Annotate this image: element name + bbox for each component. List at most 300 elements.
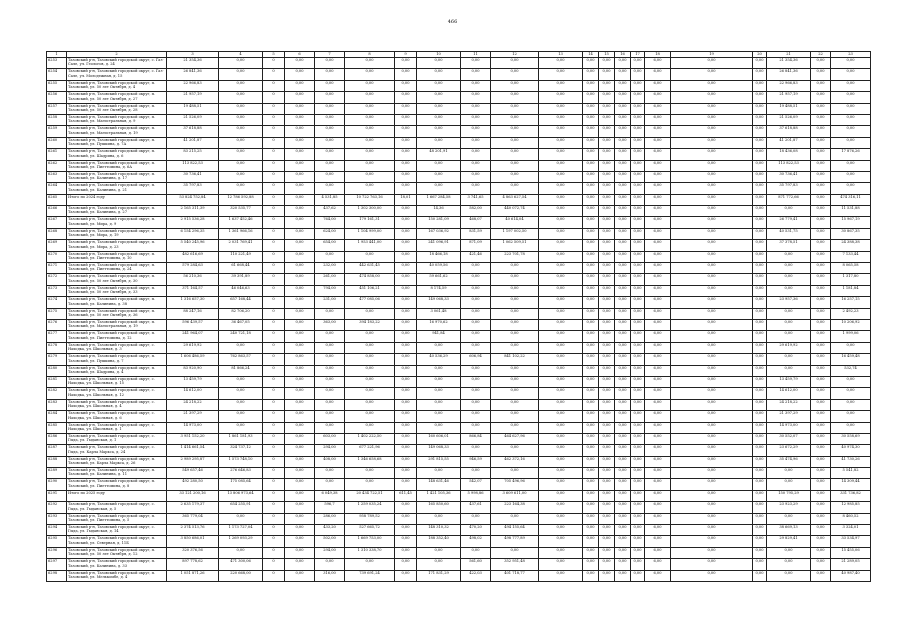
value-cell: 0,00 bbox=[219, 399, 263, 410]
value-cell: 0,00 bbox=[315, 149, 345, 160]
value-cell: 15 455,06 bbox=[831, 547, 871, 558]
value-cell: 4 531,85 bbox=[315, 194, 345, 205]
value-cell: 0,00 bbox=[615, 536, 631, 547]
value-cell: 6,00 bbox=[645, 92, 671, 103]
value-cell: 0,00 bbox=[285, 308, 315, 319]
row-number-cell: 6267 bbox=[47, 217, 67, 228]
table-row bbox=[47, 92, 871, 103]
row-number-cell: 6270 bbox=[47, 251, 67, 262]
value-cell: 0,00 bbox=[671, 445, 753, 456]
value-cell: 0,00 bbox=[615, 479, 631, 490]
value-cell: 0,00 bbox=[417, 388, 461, 399]
value-cell: 0,00 bbox=[753, 228, 767, 239]
table-row bbox=[47, 411, 871, 422]
value-cell: 0,00 bbox=[671, 365, 753, 376]
value-cell: 0 bbox=[263, 319, 285, 330]
address-cell: Тазовский р-н, Тазовский городской округ, п. Тазовский, ул. 50 лет Октября, д. 30 bbox=[67, 274, 167, 285]
value-cell: 110 221,49 bbox=[219, 251, 263, 262]
value-cell: 0 bbox=[263, 228, 285, 239]
row-number-cell: 6266 bbox=[47, 206, 67, 217]
value-cell: 6,00 bbox=[645, 114, 671, 125]
value-cell: 0,00 bbox=[461, 69, 491, 80]
value-cell: 0,00 bbox=[599, 217, 615, 228]
value-cell: 0,00 bbox=[767, 547, 811, 558]
value-cell: 0,00 bbox=[491, 80, 539, 91]
value-cell: 0,00 bbox=[583, 228, 599, 239]
value-cell: 21 354,36 bbox=[767, 58, 811, 69]
value-cell: 0,00 bbox=[831, 171, 871, 182]
value-cell: 470,20 bbox=[461, 525, 491, 536]
value-cell: 0,00 bbox=[599, 194, 615, 205]
value-cell: 0,00 bbox=[753, 319, 767, 330]
value-cell: 0,00 bbox=[631, 103, 645, 114]
value-cell: 0,00 bbox=[539, 388, 583, 399]
value-cell: 1 310 338,70 bbox=[345, 547, 395, 558]
value-cell: 40 974,30 bbox=[831, 445, 871, 456]
value-cell: 0,00 bbox=[811, 433, 831, 444]
value-cell: 561,60 bbox=[461, 559, 491, 570]
value-cell: 0,00 bbox=[345, 479, 395, 490]
value-cell: 40 531,75 bbox=[767, 228, 811, 239]
value-cell: 261,00 bbox=[315, 274, 345, 285]
row-number-cell: 6254 bbox=[47, 69, 67, 80]
value-cell: 1 197 002,50 bbox=[491, 228, 539, 239]
value-cell: 12 786 592,88 bbox=[219, 194, 263, 205]
value-cell: 0,00 bbox=[753, 240, 767, 251]
value-cell: 0,00 bbox=[631, 354, 645, 365]
value-cell: 0,00 bbox=[285, 479, 315, 490]
value-cell: 0,00 bbox=[615, 411, 631, 422]
address-cell: Тазовский р-н, Тазовский городской округ, п. Тазовский, ул. Мира, д. 9 bbox=[67, 217, 167, 228]
value-cell: 0,00 bbox=[285, 570, 315, 581]
value-cell: 19 488,51 bbox=[167, 103, 219, 114]
value-cell: 0,00 bbox=[345, 354, 395, 365]
value-cell: 0,00 bbox=[539, 308, 583, 319]
value-cell: 0 bbox=[263, 285, 285, 296]
value-cell: 0,00 bbox=[811, 445, 831, 456]
value-cell: 23 957,36 bbox=[767, 297, 811, 308]
value-cell: 0,00 bbox=[615, 194, 631, 205]
value-cell: 0,00 bbox=[831, 342, 871, 353]
value-cell: 0,00 bbox=[599, 331, 615, 342]
value-cell: 0,00 bbox=[599, 206, 615, 217]
value-cell: 0,00 bbox=[285, 183, 315, 194]
value-cell: 0,00 bbox=[583, 331, 599, 342]
value-cell: 0,00 bbox=[599, 536, 615, 547]
value-cell: 0 bbox=[263, 69, 285, 80]
value-cell: 0,00 bbox=[631, 365, 645, 376]
value-cell: 0,00 bbox=[491, 149, 539, 160]
column-header: 6 bbox=[285, 52, 315, 58]
value-cell: 0,00 bbox=[315, 399, 345, 410]
value-cell: 231,00 bbox=[315, 297, 345, 308]
address-cell: Тазовский р-н, Тазовский городской округ, с. Находка, ул. Школьная, д. 15 bbox=[67, 376, 167, 387]
value-cell: 0,00 bbox=[753, 274, 767, 285]
value-cell: 0,00 bbox=[417, 160, 461, 171]
value-cell: 0,00 bbox=[417, 399, 461, 410]
table-row bbox=[47, 468, 871, 479]
row-number-cell: 6275 bbox=[47, 308, 67, 319]
value-cell: 40 536,29 bbox=[417, 354, 461, 365]
value-cell: 0,00 bbox=[395, 240, 417, 251]
value-cell: 0 bbox=[263, 217, 285, 228]
value-cell: 0,00 bbox=[753, 525, 767, 536]
value-cell: 0,00 bbox=[491, 58, 539, 69]
value-cell: 0,00 bbox=[631, 422, 645, 433]
value-cell: 0,00 bbox=[417, 69, 461, 80]
value-cell: 0,00 bbox=[615, 445, 631, 456]
value-cell: 0,00 bbox=[395, 137, 417, 148]
row-number-cell: 6298 bbox=[47, 570, 67, 581]
value-cell: 0,00 bbox=[395, 547, 417, 558]
value-cell: 0,00 bbox=[753, 206, 767, 217]
address-cell: Тазовский р-н, Тазовский городской округ, п. Тазовский, ул. Калинина, д. 38 bbox=[67, 297, 167, 308]
value-cell: 0,00 bbox=[599, 490, 615, 501]
value-cell: 0,00 bbox=[491, 365, 539, 376]
value-cell: 0,00 bbox=[599, 354, 615, 365]
value-cell: 0,00 bbox=[491, 513, 539, 524]
value-cell: 0,00 bbox=[671, 228, 753, 239]
value-cell: 0,00 bbox=[671, 536, 753, 547]
value-cell: 0,00 bbox=[539, 342, 583, 353]
value-cell: 0,00 bbox=[753, 194, 767, 205]
value-cell: 0,00 bbox=[811, 365, 831, 376]
value-cell: 0,00 bbox=[811, 137, 831, 148]
value-cell: 0,00 bbox=[539, 69, 583, 80]
value-cell: 0 bbox=[263, 308, 285, 319]
value-cell: 0,00 bbox=[395, 536, 417, 547]
value-cell: 0,00 bbox=[671, 183, 753, 194]
value-cell: 19 488,51 bbox=[767, 103, 811, 114]
value-cell: 0,00 bbox=[671, 468, 753, 479]
value-cell: 0,00 bbox=[753, 114, 767, 125]
value-cell: 0 bbox=[263, 274, 285, 285]
value-cell: 0 bbox=[263, 411, 285, 422]
value-cell: 0,00 bbox=[811, 342, 831, 353]
value-cell: 276 646,83 bbox=[219, 468, 263, 479]
value-cell: 0,00 bbox=[671, 103, 753, 114]
value-cell: 24 388,38 bbox=[831, 240, 871, 251]
value-cell: 0 bbox=[263, 183, 285, 194]
value-cell: 0,00 bbox=[583, 240, 599, 251]
value-cell: 0,00 bbox=[345, 251, 395, 262]
value-cell: 6,00 bbox=[645, 399, 671, 410]
value-cell: 0,00 bbox=[219, 376, 263, 387]
value-cell: 0,00 bbox=[631, 411, 645, 422]
value-cell: 0,00 bbox=[615, 58, 631, 69]
address-cell: Тазовский р-н, Тазовский городской округ, п. Тазовский, ул. Калинина, д. 33 bbox=[67, 559, 167, 570]
row-number-cell: 6278 bbox=[47, 342, 67, 353]
data-table bbox=[46, 51, 871, 582]
value-cell: 0,00 bbox=[753, 126, 767, 137]
value-cell: 0,00 bbox=[583, 411, 599, 422]
value-cell: 0,00 bbox=[671, 308, 753, 319]
value-cell: 0,00 bbox=[811, 194, 831, 205]
value-cell: 0,00 bbox=[219, 422, 263, 433]
value-cell: 0,00 bbox=[417, 365, 461, 376]
value-cell: 0,00 bbox=[671, 456, 753, 467]
value-cell: 0,00 bbox=[811, 251, 831, 262]
value-cell: 0,00 bbox=[671, 285, 753, 296]
value-cell: 0,00 bbox=[315, 376, 345, 387]
value-cell: 0,00 bbox=[395, 69, 417, 80]
value-cell: 0,00 bbox=[631, 456, 645, 467]
value-cell: 654,00 bbox=[315, 240, 345, 251]
value-cell: 0,00 bbox=[599, 240, 615, 251]
value-cell: 0,00 bbox=[315, 251, 345, 262]
value-cell: 0,00 bbox=[583, 194, 599, 205]
value-cell: 0,00 bbox=[539, 570, 583, 581]
value-cell: 61 668,44 bbox=[219, 263, 263, 274]
value-cell: 0,00 bbox=[831, 69, 871, 80]
value-cell: 23 923,29 bbox=[767, 502, 811, 513]
value-cell: 542,07 bbox=[461, 479, 491, 490]
row-number-cell: 6279 bbox=[47, 354, 67, 365]
value-cell: 0,00 bbox=[599, 126, 615, 137]
value-cell: 0,00 bbox=[599, 479, 615, 490]
value-cell: 1 669 753,00 bbox=[345, 536, 395, 547]
value-cell: 6,00 bbox=[645, 69, 671, 80]
value-cell: 0,00 bbox=[811, 308, 831, 319]
value-cell: 0,00 bbox=[395, 92, 417, 103]
value-cell: 0,00 bbox=[417, 468, 461, 479]
value-cell: 0,00 bbox=[395, 171, 417, 182]
value-cell: 0,00 bbox=[583, 479, 599, 490]
value-cell: 433,20 bbox=[315, 525, 345, 536]
value-cell: 0,00 bbox=[395, 525, 417, 536]
value-cell: 14 612,00 bbox=[767, 388, 811, 399]
value-cell: 0,00 bbox=[753, 456, 767, 467]
value-cell: 0,00 bbox=[753, 171, 767, 182]
value-cell: 41 201,87 bbox=[167, 137, 219, 148]
value-cell: 3 951 152,20 bbox=[167, 433, 219, 444]
address-cell: Тазовский р-н, Тазовский городской округ, п. Тазовский, ул. 50 лет Октября, д. 28 bbox=[67, 103, 167, 114]
value-cell: 150 281,09 bbox=[417, 217, 461, 228]
value-cell: 6,00 bbox=[645, 559, 671, 570]
value-cell: 0,00 bbox=[583, 342, 599, 353]
value-cell: 0,00 bbox=[767, 559, 811, 570]
value-cell: 0,00 bbox=[491, 103, 539, 114]
value-cell: 0,00 bbox=[631, 69, 645, 80]
value-cell: 0,00 bbox=[811, 183, 831, 194]
value-cell: 0,00 bbox=[539, 433, 583, 444]
value-cell: 0,00 bbox=[491, 171, 539, 182]
value-cell: 0,00 bbox=[753, 354, 767, 365]
address-cell: Тазовский р-н, Тазовский городской округ, п. Тазовский, ул. 50 лет Октября, д. 36 bbox=[67, 308, 167, 319]
value-cell: 6,00 bbox=[645, 365, 671, 376]
value-cell: 6,00 bbox=[645, 433, 671, 444]
value-cell: 0,00 bbox=[615, 365, 631, 376]
column-header: 11 bbox=[461, 52, 491, 58]
value-cell: 442 631,45 bbox=[345, 263, 395, 274]
value-cell: 13 459,79 bbox=[167, 376, 219, 387]
value-cell: 0,00 bbox=[671, 376, 753, 387]
value-cell: 363,00 bbox=[315, 319, 345, 330]
value-cell: 0,00 bbox=[491, 160, 539, 171]
table-row bbox=[47, 354, 871, 365]
value-cell: 0 bbox=[263, 490, 285, 501]
value-cell: 37 618,88 bbox=[167, 126, 219, 137]
address-cell: Тазовский р-н, Тазовский городской округ, п. Тазовский, ул. Магистральная, д. 9 bbox=[67, 114, 167, 125]
table-row bbox=[47, 206, 871, 217]
value-cell: 6,00 bbox=[645, 502, 671, 513]
table-row bbox=[47, 433, 871, 444]
value-cell: 394 183,22 bbox=[345, 319, 395, 330]
value-cell: 0,00 bbox=[599, 285, 615, 296]
row-number-cell: 6260 bbox=[47, 137, 67, 148]
value-cell: 0,00 bbox=[631, 445, 645, 456]
value-cell: 0,00 bbox=[811, 69, 831, 80]
value-cell: 0 bbox=[263, 240, 285, 251]
value-cell: 0,00 bbox=[285, 319, 315, 330]
value-cell: 462 372,16 bbox=[491, 456, 539, 467]
value-cell: 0,00 bbox=[811, 103, 831, 114]
address-cell: Тазовский р-н, Тазовский городской округ, п. Тазовский, ул. Мира, д. 19 bbox=[67, 228, 167, 239]
value-cell: 0,00 bbox=[461, 376, 491, 387]
value-cell: 0,00 bbox=[753, 376, 767, 387]
value-cell: 0,00 bbox=[395, 388, 417, 399]
value-cell: 1 606 486,59 bbox=[167, 354, 219, 365]
value-cell: 0,00 bbox=[671, 513, 753, 524]
row-number-cell: 6271 bbox=[47, 263, 67, 274]
value-cell: 0,00 bbox=[615, 228, 631, 239]
row-number-cell: 6269 bbox=[47, 240, 67, 251]
value-cell: 0,00 bbox=[285, 525, 315, 536]
value-cell: 38 669,13 bbox=[767, 525, 811, 536]
value-cell: 0,00 bbox=[345, 365, 395, 376]
table-row bbox=[47, 297, 871, 308]
value-cell: 0,00 bbox=[811, 479, 831, 490]
value-cell: 0 bbox=[263, 536, 285, 547]
value-cell: 0,00 bbox=[539, 525, 583, 536]
value-cell: 0,00 bbox=[345, 411, 395, 422]
value-cell: 0,00 bbox=[631, 80, 645, 91]
column-header: 14 bbox=[583, 52, 599, 58]
value-cell: 492 280,50 bbox=[167, 479, 219, 490]
value-cell: 0,00 bbox=[315, 80, 345, 91]
value-cell: 0,00 bbox=[583, 80, 599, 91]
row-number-cell: 6261 bbox=[47, 149, 67, 160]
value-cell: 871 772,66 bbox=[767, 194, 811, 205]
value-cell: 0,00 bbox=[395, 228, 417, 239]
value-cell: 0,00 bbox=[315, 479, 345, 490]
value-cell: 6,00 bbox=[645, 263, 671, 274]
table-row bbox=[47, 80, 871, 91]
value-cell: 0,00 bbox=[219, 160, 263, 171]
value-cell: 0,00 bbox=[461, 274, 491, 285]
value-cell: 0,00 bbox=[599, 69, 615, 80]
value-cell: 0,00 bbox=[583, 433, 599, 444]
value-cell: 6,00 bbox=[645, 536, 671, 547]
value-cell: 477 085,06 bbox=[345, 297, 395, 308]
value-cell: 0,00 bbox=[461, 319, 491, 330]
value-cell: 0,00 bbox=[811, 354, 831, 365]
value-cell: 0,00 bbox=[539, 297, 583, 308]
value-cell: 0,00 bbox=[345, 399, 395, 410]
value-cell: 6,00 bbox=[645, 513, 671, 524]
value-cell: 437,61 bbox=[461, 502, 491, 513]
value-cell: 0,00 bbox=[417, 547, 461, 558]
table-row bbox=[47, 513, 871, 524]
value-cell: 0,00 bbox=[315, 354, 345, 365]
value-cell: 0,00 bbox=[583, 445, 599, 456]
address-cell: Тазовский р-н, Тазовский городской округ, п. Тазовский, ул. 50 лет Октября, д. 33 bbox=[67, 285, 167, 296]
value-cell: 0,00 bbox=[285, 376, 315, 387]
value-cell: 0,00 bbox=[491, 308, 539, 319]
value-cell: 0,00 bbox=[767, 365, 811, 376]
table-row bbox=[47, 263, 871, 274]
value-cell: 0,00 bbox=[417, 114, 461, 125]
value-cell: 0 bbox=[263, 342, 285, 353]
value-cell: 946,59 bbox=[461, 456, 491, 467]
column-header: 18 bbox=[645, 52, 671, 58]
value-cell: 0,00 bbox=[395, 468, 417, 479]
row-number-cell: 6272 bbox=[47, 274, 67, 285]
value-cell: 0,00 bbox=[753, 365, 767, 376]
value-cell: 0,00 bbox=[753, 251, 767, 262]
column-header: 1 bbox=[47, 52, 67, 58]
row-number-cell: 6296 bbox=[47, 547, 67, 558]
value-cell: 0,00 bbox=[345, 80, 395, 91]
value-cell: 0,00 bbox=[615, 547, 631, 558]
value-cell: 0,00 bbox=[539, 194, 583, 205]
value-cell: 2 989 295,87 bbox=[167, 456, 219, 467]
value-cell: 0,00 bbox=[811, 502, 831, 513]
value-cell: 0,00 bbox=[811, 490, 831, 501]
value-cell: 0,00 bbox=[753, 490, 767, 501]
value-cell: 0,00 bbox=[753, 547, 767, 558]
value-cell: 0,00 bbox=[491, 399, 539, 410]
value-cell: 148 631,46 bbox=[417, 479, 461, 490]
value-cell: 0,00 bbox=[461, 365, 491, 376]
table-row bbox=[47, 502, 871, 513]
value-cell: 0,00 bbox=[583, 388, 599, 399]
value-cell: 0 bbox=[263, 365, 285, 376]
value-cell: 0,00 bbox=[583, 114, 599, 125]
value-cell: 0,00 bbox=[583, 422, 599, 433]
value-cell: 0,00 bbox=[491, 69, 539, 80]
column-header: 20 bbox=[753, 52, 767, 58]
value-cell: 0,00 bbox=[811, 331, 831, 342]
value-cell: 0,00 bbox=[671, 479, 753, 490]
value-cell: 0,00 bbox=[491, 114, 539, 125]
value-cell: 0,00 bbox=[395, 319, 417, 330]
value-cell: 0,00 bbox=[583, 456, 599, 467]
value-cell: 22 966,83 bbox=[767, 80, 811, 91]
value-cell: 0,00 bbox=[345, 137, 395, 148]
value-cell: 3 850 686,01 bbox=[167, 536, 219, 547]
value-cell: 0,00 bbox=[753, 342, 767, 353]
row-number-cell: 6283 bbox=[47, 399, 67, 410]
column-header: 5 bbox=[263, 52, 285, 58]
value-cell: 0,00 bbox=[599, 228, 615, 239]
value-cell: 150 795,29 bbox=[767, 490, 811, 501]
column-header: 10 bbox=[417, 52, 461, 58]
value-cell: 149 068,33 bbox=[417, 297, 461, 308]
value-cell: 0,00 bbox=[831, 137, 871, 148]
value-cell: 0,00 bbox=[461, 114, 491, 125]
column-header: 19 bbox=[671, 52, 753, 58]
value-cell: 149 068,33 bbox=[417, 445, 461, 456]
value-cell: 0,00 bbox=[615, 183, 631, 194]
value-cell: 0,00 bbox=[599, 433, 615, 444]
column-header: 15 bbox=[599, 52, 615, 58]
value-cell: 0,00 bbox=[539, 263, 583, 274]
row-number-cell: 6265 bbox=[47, 194, 67, 205]
value-cell: 0,00 bbox=[753, 137, 767, 148]
value-cell: 0,00 bbox=[345, 468, 395, 479]
value-cell: 0,00 bbox=[671, 342, 753, 353]
